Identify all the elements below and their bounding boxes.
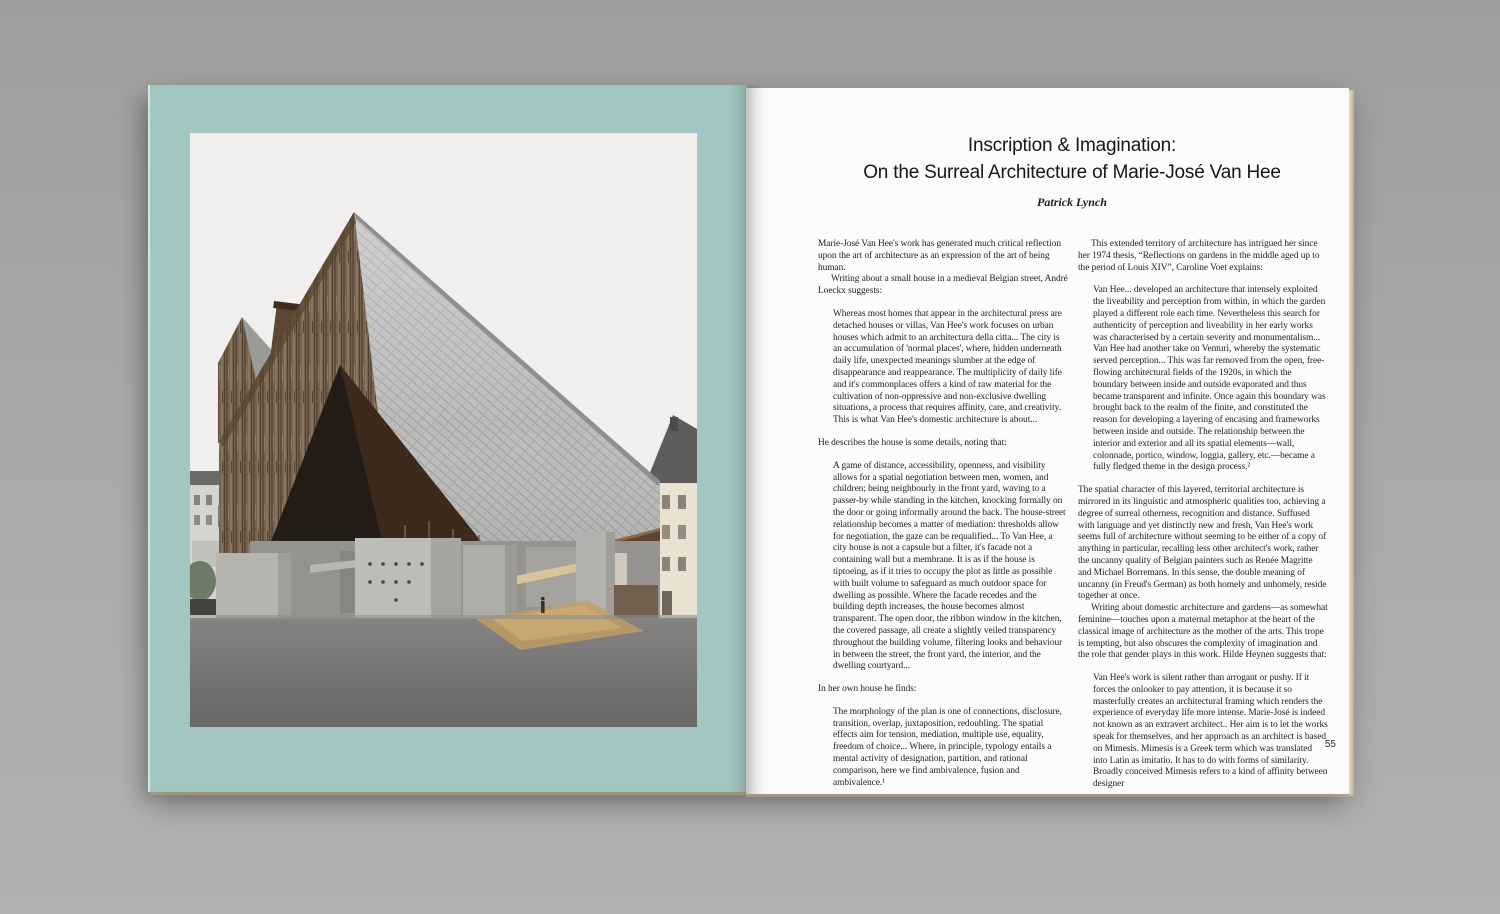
building-photo <box>190 133 697 727</box>
paragraph: Whereas most homes that appear in the architectural press are detached houses or villas, Van Hee's work focuses on urban houses which admit to an architectura della citta... The city is an accumulation of 'normal places', where, hidden underneath daily life, unexpected meanings slumber at the edge of disappearance and reappearance. The multiplicity of daily life and it's commonplaces offers a kind of raw material for the cultivation of non-oppressive and non-exclusive dwelling situations, a process that requires affinity, care, and creativity. This is what Van Hee's domestic architecture is about... <box>833 308 1062 426</box>
page-number: 55 <box>1324 739 1336 750</box>
paragraph: Marie-José Van Hee's work has generated much critical reflection upon the art of architecture as an expression of the art of being human. <box>818 239 1062 273</box>
paragraph: The spatial character of this layered, territorial architecture is mirrored in its linguistic and atmospheric qualities too, achieving a degree of surreal otherness, recognition and distance. Suffused with language and yet distinctly new and fresh, Van Hee's work seems full of architecture without seeming to be either of a copy of anything in particular, recalling less other architect's work, rather the uncanny quality of Belgian painters such as Renée Magritte and Michael Borremans. In this sense, the double meaning of uncanny (in Freud's German) as both homely and unhomely, reside together at once. <box>1078 485 1327 602</box>
right-page <box>746 88 1349 794</box>
page-edge-stack <box>1349 90 1354 796</box>
paragraph: A game of distance, accessibility, openness, and visibility allows for a spatial negotiation between men, women, and children; being neighbourly in the front yard, waving to a passer-by while standing in the kitchen, knocking formally on the door or going informally around the back. The house-street relationship becomes a matter of mediation: thresholds allow for negotiation, the gaze can be requalified... To Van Hee, a city house is not a capsule but a filter, it's facade not a containing wall but a membrane. It is as if the house is tiptoeing, as if it tries to occupy the plot as little as possible with built volume to safeguard as much outdoor space for dwelling as possible. Where the facade recedes and the building depth increases, the house becomes almost transparent. The open door, the ribbon window in the kitchen, the covered passage, all create a slightly veiled transparency throughout the building volume, filtering looks and behaviour in between the street, the front yard, the interior, and the dwelling courtyard... <box>833 460 1066 672</box>
paragraph: Van Hee's work is silent rather than arrogant or pushy. If it forces the onlooker to pay attention, it is because it so masterfully creates an architectural framing which renders the experience of everyday life more intense. Marie-José is indeed not known as an extravert architect.. Her aim is to let the works speak for themselves, and her approach as an architect is based on Mimesis. Mimesis is a Greek term which was translated into Latin as imitatio. It has to do with forms of similarity. Broadly conceived Mimesis refers to a kind of affinity between designer <box>1093 673 1328 790</box>
plaza <box>190 601 697 727</box>
article-title-line1: Inscription & Imagination: <box>967 135 1177 156</box>
left-page <box>148 85 748 792</box>
author-byline: Patrick Lynch <box>1037 195 1107 209</box>
paragraph: He describes the house is some details, noting that: <box>818 437 1007 448</box>
paragraph: Van Hee... developed an architecture that intensely exploited the liveability and perception from within, in which the garden played a different role each time. Nevertheless this search for authenticity of perception and liveability in her early works was characterised by a certain severity and monumentalism... Van Hee had another take on Venturi, whereby the systematic served perception... This was far removed from the open, free-flowing architectural fields of the 1920s, in which the boundary between inside and outside evaporated and thus became transparent and infinite. Once again this boundary was brought back to the realm of the finite, and constituted the reason for developing a layering of encasing and frameworks between inside and outside. The relationship between the interior and exterior and all its spatial elements—wall, colonnade, portico, window, loggia, gallery, etc.—became a fully fledged theme in the design process.² <box>1093 285 1326 473</box>
article-header <box>818 132 1326 210</box>
text-column-left <box>818 239 1068 800</box>
person-figure <box>541 597 545 613</box>
paragraph: Writing about a small house in a medieval Belgian street, André Loeckx suggests: <box>818 274 1068 297</box>
article-title-line2: On the Surreal Architecture of Marie-José Van Hee <box>863 162 1281 183</box>
paragraph: Writing about domestic architecture and gardens—as somewhat feminine—touches upon a maternal metaphor at the heart of the classical image of architecture as the mother of the arts. This trope is tempting, but also obscures the complexity of imagination and the role that gender plays in this work. Hilde Heynen suggests that: <box>1078 603 1328 661</box>
paragraph: The morphology of the plan is one of connections, disclosure, transition, overlap, juxtaposition, redoubling. The spatial effects aim for tension, mediation, multiple use, equality, freedom of choice... Where, in principle, typology entails a mental activity of designation, partition, and rational comparison, here we find ambivalence, fusion and ambivalence.¹ <box>833 706 1062 788</box>
paragraph: This extended territory of architecture has intrigued her since her 1974 thesis, “Reflections on gardens in the middle aged up to the period of Louis XIV”, Caroline Voet explains: <box>1078 239 1320 273</box>
paragraph: In her own house he finds: <box>818 684 917 695</box>
text-column-right <box>1078 239 1328 802</box>
